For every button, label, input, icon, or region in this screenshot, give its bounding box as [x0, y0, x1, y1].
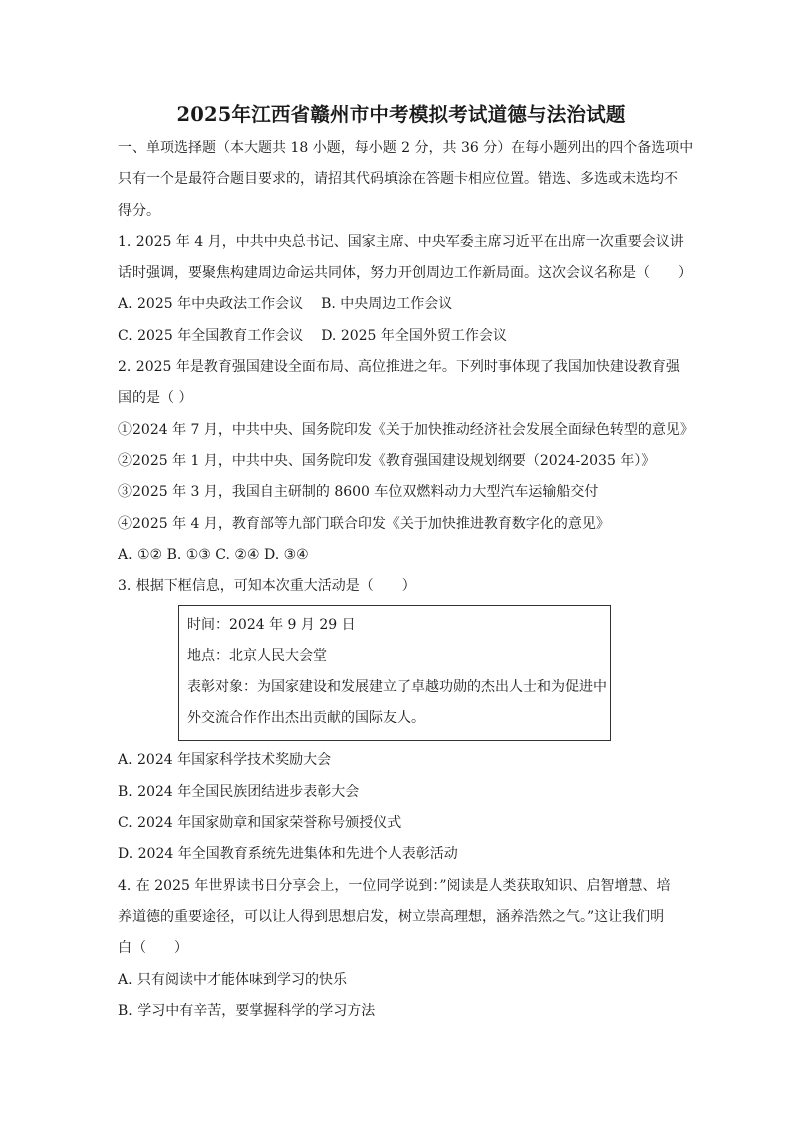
question-3-option-d: D. 2024 年全国教育系统先进集体和先进个人表彰活动 [118, 846, 458, 863]
info-box-location: 地点：北京人民大会堂 [187, 648, 327, 665]
question-3-info-box [178, 605, 611, 741]
question-1-options-row-2 [118, 321, 684, 352]
question-3-option-b: B. 2024 年全国民族团结进步表彰大会 [118, 783, 360, 800]
question-2-stem: 国的是（ ） [118, 390, 193, 407]
question-1-option-c: C. 2025 年全国教育工作会议 [118, 327, 304, 344]
instructions-line: 只有一个是最符合题目要求的，请招其代码填涂在答题卡相应位置。错选、多选或未选均不 [118, 171, 678, 188]
section-instructions [118, 133, 694, 227]
question-1-option-d: D. 2025 年全国外贸工作会议 [321, 327, 507, 344]
page-title: 2025年江西省赣州市中考模拟考试道德与法治试题 [176, 103, 626, 126]
question-1-option-a: A. 2025 年中央政法工作会议 [118, 296, 304, 313]
question-2-item: ②2025 年 1 月，中共中央、国务院印发《教育强国建设规划纲要（2024-2035 年）》 [118, 452, 656, 469]
question-2-options: A. ①② B. ①③ C. ②④ D. ③④ [118, 546, 309, 563]
question-3-stem: 3. 根据下框信息，可知本次重大活动是（ ） [118, 578, 416, 595]
question-1-stem: 1. 2025 年 4 月，中共中央总书记、国家主席、中央军委主席习近平在出席一次重要会议讲 [118, 233, 684, 250]
question-4-stem: 白（ ） [118, 940, 188, 957]
question-2-item: ③2025 年 3 月，我国自主研制的 8600 车位双燃料动力大型汽车运输船交付 [118, 484, 599, 501]
instructions-line: 一、单项选择题（本大题共 18 小题，每小题 2 分，共 36 分）在每小题列出的四个备选项中 [118, 140, 694, 156]
question-4 [118, 871, 684, 1027]
question-2-stem: 2. 2025 年是教育强国建设全面布局、高位推进之年。下列时事体现了我国加快建设教育强 [118, 359, 680, 376]
info-box-honorees: 表彰对象：为国家建设和发展建立了卓越功勋的杰出人士和为促进中 [187, 679, 607, 696]
question-4-option-b: B. 学习中有辛苦，要掌握科学的学习方法 [118, 1002, 376, 1019]
question-3 [118, 571, 684, 870]
instructions-line: 得分。 [118, 202, 160, 219]
question-1-option-b: B. 中央周边工作会议 [321, 296, 453, 313]
question-2 [118, 352, 694, 571]
question-4-stem: 养道德的重要途径，可以让人得到思想启发，树立崇高理想，涵养浩然之气。”这让我们明 [118, 908, 665, 925]
question-4-stem: 4. 在 2025 年世界读书日分享会上，一位同学说到：”阅读是人类获取知识、启智增慧、培 [118, 877, 671, 894]
info-box-honorees: 外交流合作作出杰出贡献的国际友人。 [187, 710, 425, 727]
question-1 [118, 227, 692, 352]
question-1-options-row-1 [118, 289, 684, 320]
question-2-item: ④2025 年 4 月，教育部等九部门联合印发《关于加快推进教育数字化的意见》 [118, 515, 610, 532]
question-1-stem: 话时强调，要聚焦构建周边命运共同体，努力开创周边工作新局面。这次会议名称是（ ） [118, 265, 692, 282]
question-2-item: ①2024 年 7 月，中共中央、国务院印发《关于加快推动经济社会发展全面绿色转型的意见》 [118, 421, 694, 438]
question-4-option-a: A. 只有阅读中才能体味到学习的快乐 [118, 971, 348, 988]
info-box-time: 时间：2024 年 9 月 29 日 [187, 617, 356, 634]
question-3-option-a: A. 2024 年国家科学技术奖励大会 [118, 752, 332, 769]
question-3-option-c: C. 2024 年国家勋章和国家荣誉称号颁授仪式 [118, 815, 402, 832]
